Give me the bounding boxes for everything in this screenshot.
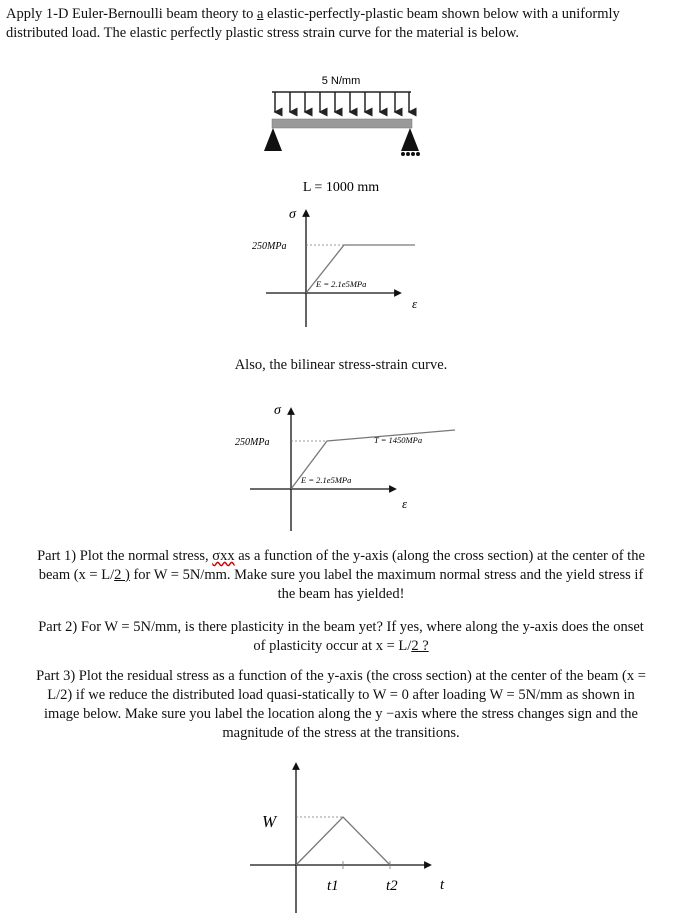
intro-line-1: Apply 1-D Euler-Bernoulli beam theory to a elastic-perfectly-plastic beam shown below with a uniformly xyxy=(6,6,620,22)
bilinear-stress-strain-chart xyxy=(235,403,455,531)
bilinear-yield-label: 250MPa xyxy=(235,437,270,448)
roller-wheels xyxy=(401,152,420,156)
part3-line-4: magnitude of the stress at the transitions. xyxy=(222,725,460,741)
epp-yield-label: 250MPa xyxy=(252,241,287,252)
epp-epsilon-label: ε xyxy=(412,296,418,311)
epp-stress-strain-chart xyxy=(252,207,418,327)
also-text: Also, the bilinear stress-strain curve. xyxy=(234,357,448,373)
part2-line-1: Part 2) For W = 5N/mm, is there plasticity in the beam yet? If yes, where along the y-axis does the onset xyxy=(38,619,644,635)
beam-body xyxy=(272,119,412,128)
part1-line-1: Part 1) Plot the normal stress, σxx as a function of the y-axis (along the cross section) at the center of the xyxy=(37,548,645,564)
bilinear-modulus-label: E = 2.1e5MPa xyxy=(301,475,352,485)
bilinear-epsilon-label: ε xyxy=(402,496,408,511)
epp-modulus-label: E = 2.1e5MPa xyxy=(316,279,367,289)
t2-label: t2 xyxy=(386,878,398,894)
part1-line-3: the beam has yielded! xyxy=(277,586,405,602)
part3-line-2: L/2) if we reduce the distributed load quasi-statically to W = 0 after loading W = 5N/mm as shown in xyxy=(47,687,635,703)
part3-line-3: image below. Make sure you label the location along the y −axis where the stress changes sign and the xyxy=(44,706,638,722)
load-history-chart xyxy=(250,766,445,913)
roller-support xyxy=(401,128,419,151)
part1-paragraph xyxy=(6,547,676,604)
part1-line-2: beam (x = L/2 ) for W = 5N/mm. Make sure you label the maximum normal stress and the yield stress if xyxy=(38,567,644,583)
bilinear-sigma-label: σ xyxy=(274,403,281,418)
load-history-line xyxy=(296,817,390,865)
part2-paragraph xyxy=(6,618,676,656)
part3-paragraph xyxy=(6,667,676,743)
t1-label: t1 xyxy=(327,878,339,894)
part3-line-1: Part 3) Plot the residual stress as a function of the y-axis (the cross section) at the center of the beam (x = xyxy=(36,668,646,684)
load-label: 5 N/mm xyxy=(321,75,361,87)
epp-sigma-label: σ xyxy=(289,207,296,222)
w-label: W xyxy=(262,812,277,831)
t-label: t xyxy=(440,877,445,893)
pin-support xyxy=(264,128,282,151)
part2-line-2: of plasticity occur at x = L/2 ? xyxy=(253,638,429,654)
load-arrows xyxy=(275,92,409,112)
intro-line-2: distributed load. The elastic perfectly plastic stress strain curve for the material is below. xyxy=(6,25,519,41)
bilinear-tangent-label: T = 1450MPa xyxy=(374,435,423,445)
length-label: L = 1000 mm xyxy=(302,180,380,195)
beam-diagram xyxy=(264,75,420,195)
